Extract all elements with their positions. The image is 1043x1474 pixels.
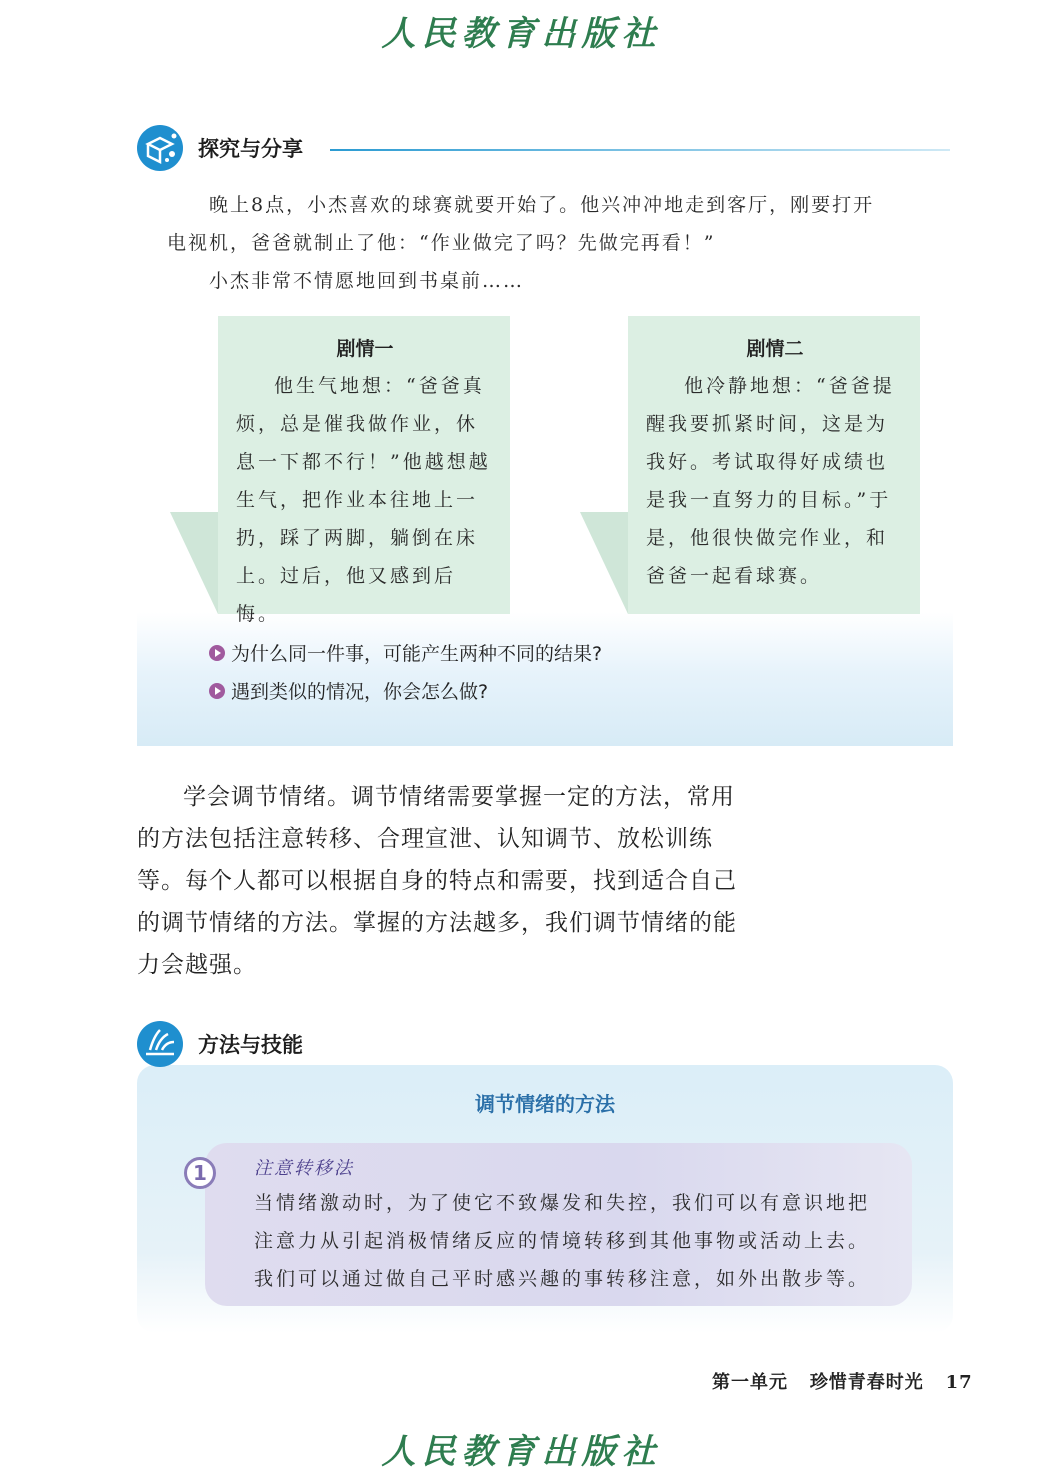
scenario-two-line-3: 我好。考试取得好成绩也: [646, 451, 889, 473]
question-2-text: 遇到类似的情况，你会怎么做?: [231, 681, 489, 703]
intro-line-2: 电视机，爸爸就制止了他：“作业做完了吗？先做完再看！”: [167, 232, 716, 254]
skills-heading: [136, 1020, 303, 1068]
question-1-text: 为什么同一件事，可能产生两种不同的结果?: [231, 643, 603, 665]
publisher-logo-top: 人民教育出版社: [381, 14, 662, 54]
scenario-two-line-4: 是我一直努力的目标。”于: [646, 489, 892, 511]
skills-icon: [136, 1020, 184, 1068]
question-1: [209, 639, 602, 666]
skills-box-title: 调节情绪的方法: [475, 1092, 615, 1116]
explore-icon: [136, 124, 184, 172]
intro-line-1: 晚上8点，小杰喜欢的球赛就要开始了。他兴冲冲地走到客厅，刚要打开: [209, 194, 875, 216]
scenario-one-line-5: 扔，踩了两脚，躺倒在床: [236, 527, 479, 549]
card-two-tab: [580, 512, 630, 614]
method-line-3: 我们可以通过做自己平时感兴趣的事转移注意，如外出散步等。: [254, 1268, 871, 1290]
body-line-3: 等。每个人都可以根据自身的特点和需要，找到适合自己: [137, 868, 737, 894]
scenario-two-title: 剧情二: [746, 338, 804, 360]
body-paragraph: [137, 776, 747, 986]
explore-heading-rule: [330, 149, 950, 151]
scenario-one-title: 剧情一: [336, 338, 394, 360]
footer-unit: 第一单元: [712, 1372, 788, 1393]
method-name: 注意转移法: [254, 1158, 354, 1179]
card-one-tab: [170, 512, 220, 614]
body-line-4: 的调节情绪的方法。掌握的方法越多，我们调节情绪的能: [137, 910, 737, 936]
explore-heading: [136, 124, 303, 172]
scenario-two-line-2: 醒我要抓紧时间，这是为: [646, 413, 889, 435]
footer-unit-title: 珍惜青春时光: [809, 1372, 924, 1393]
page-footer: [712, 1368, 973, 1394]
scenario-one-line-4: 生气，把作业本往地上一: [236, 489, 479, 511]
question-2: [209, 677, 488, 704]
body-line-5: 力会越强。: [137, 952, 257, 978]
scenario-card-one: [218, 316, 510, 625]
method-line-2: 注意力从引起消极情绪反应的情境转移到其他事物或活动上去。: [254, 1230, 871, 1252]
scenario-two-line-1: 他冷静地想：“爸爸提: [684, 375, 895, 397]
body-line-1: 学会调节情绪。调节情绪需要掌握一定的方法，常用: [183, 784, 735, 810]
method-description: [254, 1184, 904, 1298]
play-bullet-icon: [209, 683, 225, 699]
scenario-two-line-6: 爸爸一起看球赛。: [646, 565, 823, 587]
explore-title: 探究与分享: [198, 137, 303, 161]
scenario-card-two: [628, 316, 920, 614]
intro-line-3: 小杰非常不情愿地回到书桌前……: [209, 270, 525, 292]
scenario-one-line-3: 息一下都不行！”他越想越: [236, 451, 491, 473]
publisher-logo-bottom: 人民教育出版社: [381, 1432, 662, 1472]
play-bullet-icon: [209, 645, 225, 661]
page-number: 17: [945, 1372, 973, 1393]
skills-title: 方法与技能: [198, 1033, 303, 1057]
body-line-2: 的方法包括注意转移、合理宣泄、认知调节、放松训练: [137, 826, 713, 852]
scenario-two-line-5: 是，他很快做完作业，和: [646, 527, 889, 549]
method-number-badge: 1: [184, 1157, 216, 1189]
scenario-one-line-2: 烦，总是催我做作业，休: [236, 413, 479, 435]
method-line-1: 当情绪激动时，为了使它不致爆发和失控，我们可以有意识地把: [254, 1192, 871, 1214]
scenario-one-line-1: 他生气地想：“爸爸真: [274, 375, 485, 397]
scenario-one-line-6: 上。过后，他又感到后悔。: [236, 565, 457, 625]
